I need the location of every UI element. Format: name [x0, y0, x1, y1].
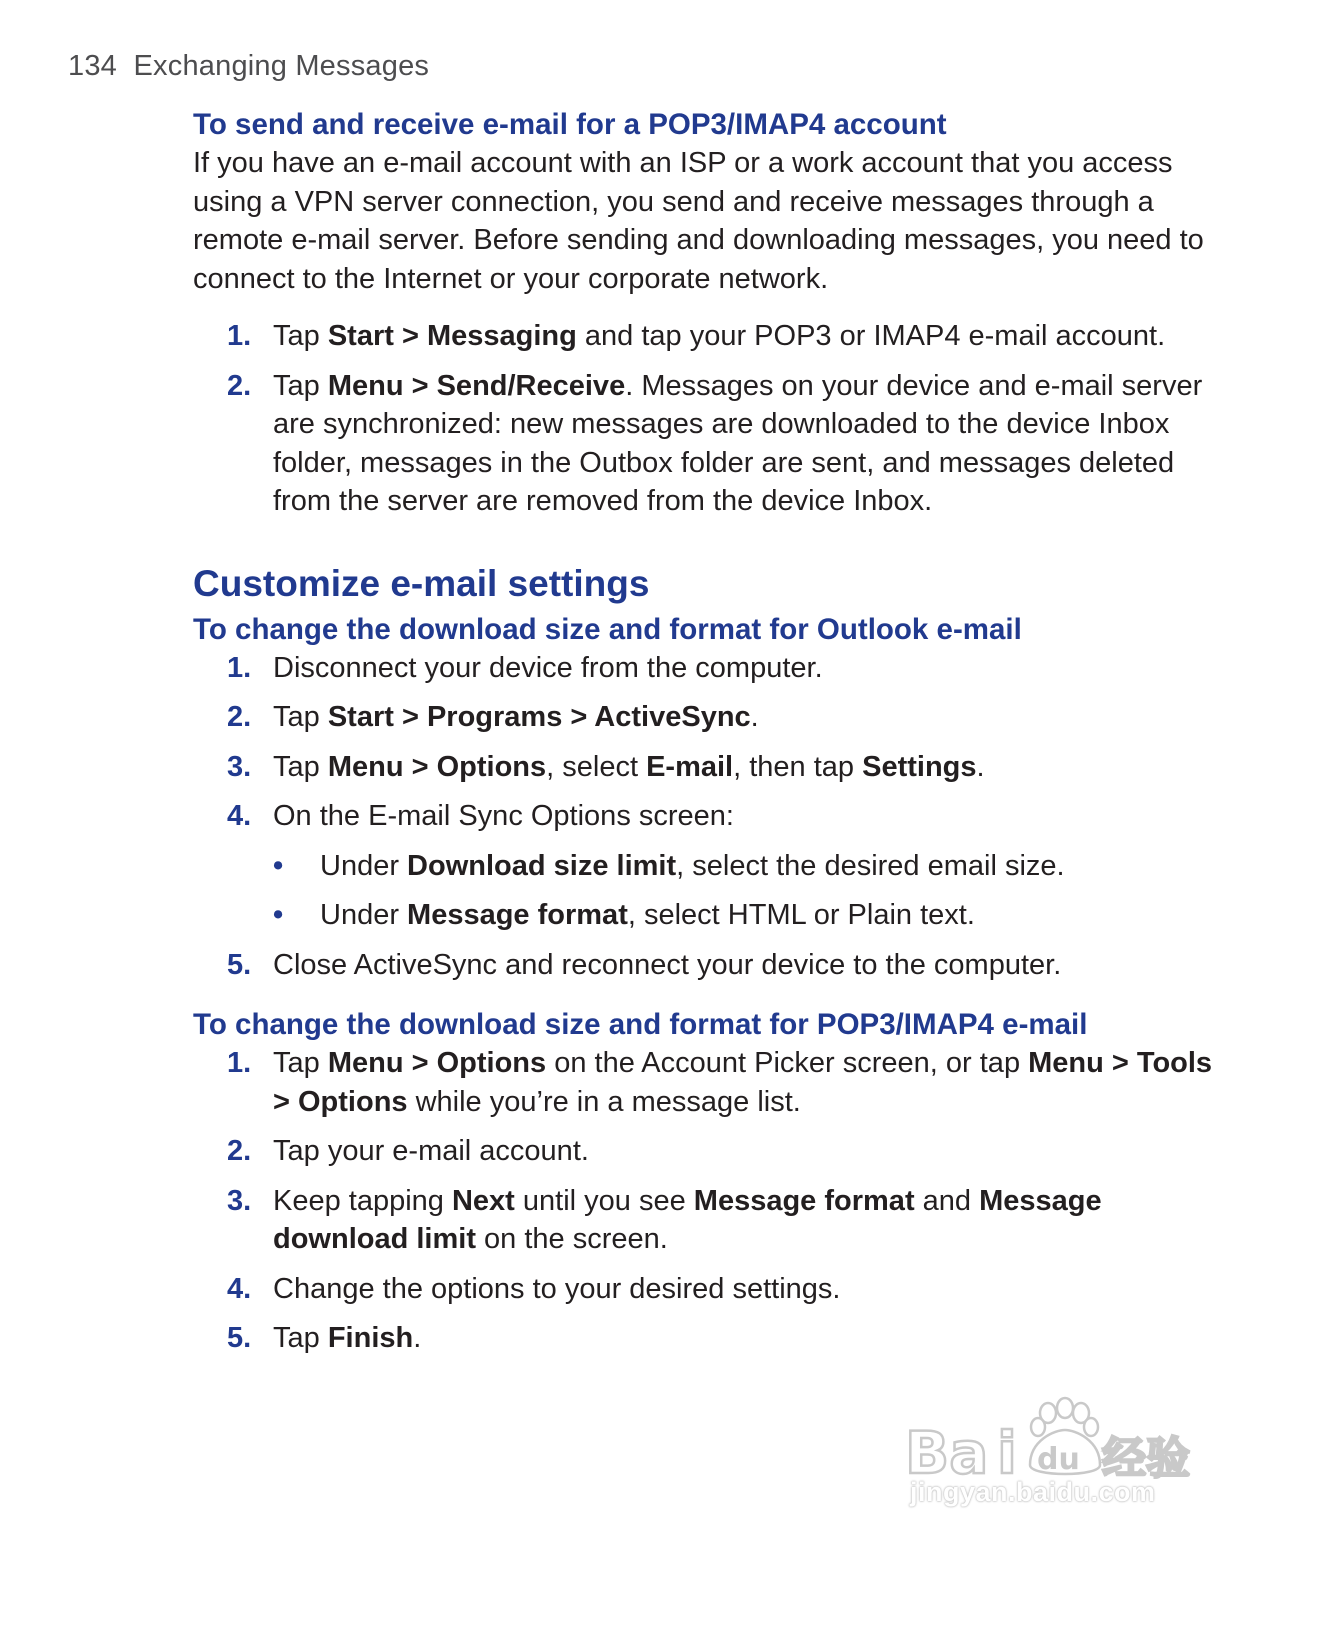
list-item [193, 1319, 1213, 1358]
step-text: , then tap [733, 750, 863, 783]
step-text: Close ActiveSync and reconnect your device to the computer. [273, 948, 1062, 981]
procedure-heading-pop3-send: To send and receive e-mail for a POP3/IMAP4 account [193, 108, 947, 141]
step-bold: Start > Programs > ActiveSync [327, 701, 751, 733]
step-text: Keep tapping [273, 1184, 452, 1217]
step-bold: Menu > Options [327, 1047, 547, 1079]
svg-text:du: du [1037, 1442, 1080, 1477]
step-number: 5. [227, 1322, 252, 1354]
intro-paragraph: If you have an e-mail account with an ISP or a work account that you access using a VPN server connection, you send and receive messages through a remote e-mail server. Before sending and downloading messages, you need to connect to the Internet or your corporate network. [193, 147, 1204, 295]
svg-text:经验: 经验 [1102, 1433, 1190, 1484]
step-number: 2. [227, 369, 252, 402]
procedure-heading-outlook: To change the download size and format for Outlook e-mail [193, 612, 1022, 646]
baidu-watermark [905, 1375, 1205, 1525]
bullet-text: , select HTML or Plain text. [627, 899, 975, 931]
step-text: Tap your e-mail account. [273, 1135, 589, 1167]
page-content [193, 106, 1213, 1358]
step-bold: Settings [862, 750, 977, 783]
step-text: on the Account Picker screen, or tap [546, 1047, 1029, 1079]
step-text: , select [546, 750, 647, 783]
bullet-bold: Download size limit [407, 849, 677, 882]
bullet-text: Under [320, 849, 408, 882]
bullet-bold: Message format [407, 899, 628, 931]
bullet-text: , select the desired email size. [676, 849, 1065, 882]
step-text: until you see [514, 1184, 694, 1217]
step-text: Change the options to your desired settings. [273, 1272, 841, 1305]
step-text: Tap [273, 701, 328, 733]
step-number: 1. [227, 1047, 252, 1079]
list-item [193, 1132, 1213, 1171]
bullet-icon: • [273, 849, 284, 882]
list-item [193, 698, 1213, 737]
step-text: Tap [273, 369, 328, 402]
step-bold: Menu > Options [327, 750, 547, 783]
step-number: 3. [227, 1184, 252, 1217]
step-text: Tap [273, 750, 328, 783]
step-text: On the E-mail Sync Options screen: [273, 800, 734, 832]
chapter-title: Exchanging Messages [133, 50, 430, 82]
svg-text:Ba: Ba [905, 1419, 989, 1485]
bullet-icon: • [273, 899, 284, 931]
list-item [193, 946, 1213, 985]
steps-pop3-format [193, 1044, 1213, 1358]
step-bold: Finish [327, 1322, 414, 1354]
step-bold: Menu > Tools > Options [273, 1047, 1213, 1118]
steps-pop3-send [193, 317, 1213, 521]
step-text: on the screen. [476, 1223, 668, 1255]
baidu-logo-icon [905, 1395, 1205, 1485]
step-bold: Next [451, 1184, 515, 1217]
step-number: 2. [227, 1135, 252, 1167]
step-text: while you’re in a message list. [407, 1085, 801, 1118]
step-text: . Messages on your device and e-mail server are synchronized: new messages are downloaded to the device Inbox folder, messages in the Outbox folder are sent, and messages deleted from the server are removed from the device Inbox. [273, 369, 1203, 517]
step-text: . [750, 701, 759, 733]
step-number: 2. [227, 701, 252, 733]
step-number: 1. [227, 651, 252, 684]
step-bold: Start > Messaging [327, 320, 577, 352]
step-text: . [413, 1322, 422, 1354]
step-text: and [914, 1184, 980, 1217]
list-item [193, 1270, 1213, 1309]
step-bold: Menu > Send/Receive [327, 369, 626, 402]
step-text: Disconnect your device from the computer. [273, 651, 823, 684]
svg-text:i: i [997, 1419, 1017, 1485]
steps-outlook-cont [193, 946, 1213, 985]
page-number: 134 [68, 50, 117, 82]
list-item [193, 797, 1213, 836]
step-text: Tap [273, 1047, 328, 1079]
list-item [193, 748, 1213, 787]
step-bold: Message format [693, 1184, 915, 1217]
steps-outlook [193, 649, 1213, 836]
step-text: Tap [273, 320, 328, 352]
step-bold: E-mail [646, 750, 734, 783]
list-item [193, 847, 1213, 886]
list-item [193, 1182, 1213, 1259]
step-text: Tap [273, 1322, 328, 1354]
procedure-heading-pop3-format: To change the download size and format for POP3/IMAP4 e-mail [193, 1008, 1088, 1041]
list-item [193, 1044, 1213, 1121]
step-number: 5. [227, 948, 252, 981]
list-item [193, 367, 1213, 521]
bullet-text: Under [320, 899, 408, 931]
step-number: 1. [227, 320, 252, 352]
step-bold: Message download limit [273, 1184, 1102, 1255]
list-item [193, 896, 1213, 935]
running-head [68, 50, 429, 83]
step-number: 4. [227, 1272, 252, 1305]
step-number: 4. [227, 800, 252, 832]
list-item [193, 317, 1213, 356]
list-item [193, 649, 1213, 688]
section-heading: Customize e-mail settings [193, 562, 650, 604]
watermark-url: jingyan.baidu.com [910, 1477, 1156, 1507]
step-number: 3. [227, 750, 252, 783]
step-text: and tap your POP3 or IMAP4 e-mail account. [576, 320, 1166, 352]
step-text: . [976, 750, 985, 783]
sub-bullets-outlook [193, 847, 1213, 935]
